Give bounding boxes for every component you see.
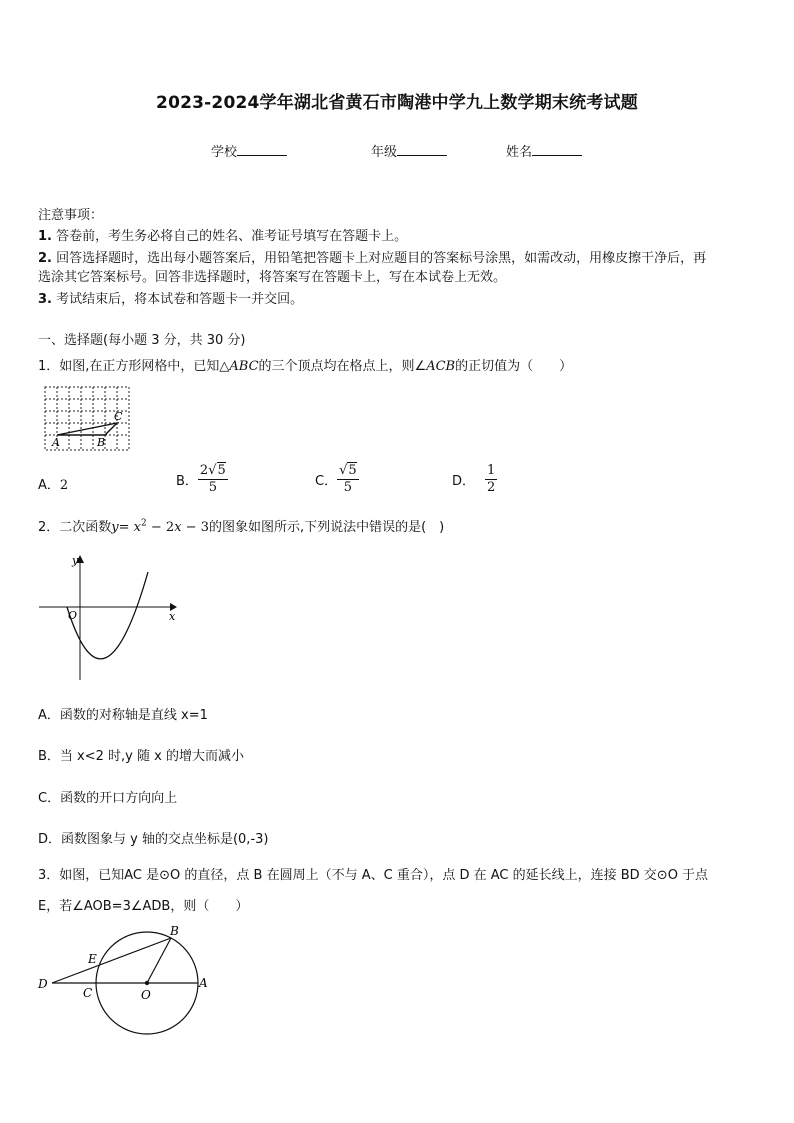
point-a-label: A	[52, 436, 60, 449]
eq-constant: − 3	[181, 520, 209, 535]
eq-equals: =	[118, 520, 134, 535]
coefficient: 2	[199, 463, 209, 478]
q2-option-d[interactable]: D．函数图象与 y 轴的交点坐标是(0,-3)	[38, 832, 269, 847]
grade-label: 年级	[371, 145, 398, 160]
q1-triangle-name: ABC	[229, 359, 259, 374]
grade-blank[interactable]	[397, 143, 447, 156]
notice-item-2	[38, 247, 706, 266]
notice-text: 答卷前，考生务必将自己的姓名、准考证号填写在答题卡上。	[56, 229, 408, 244]
question-1-stem	[38, 355, 572, 374]
name-label: 姓名	[506, 145, 533, 160]
radicand: 5	[348, 463, 357, 478]
exam-title: 2023-2024学年湖北省黄石市陶港中学九上数学期末统考试题	[156, 93, 638, 113]
school-label: 学校	[211, 145, 238, 160]
option-label: B．	[176, 474, 198, 489]
q2-option-a[interactable]: A．函数的对称轴是直线 x=1	[38, 708, 208, 723]
point-e-label: E	[88, 952, 97, 966]
notice-num: 3.	[38, 292, 52, 307]
q2-option-b[interactable]: B．当 x<2 时,y 随 x 的增大而减小	[38, 749, 244, 764]
school-blank[interactable]	[237, 143, 287, 156]
option-label: D．	[452, 474, 476, 489]
notice-text: 回答选择题时，选出每小题答案后，用铅笔把答题卡上对应题目的答案标号涂黑，如需改动，用橡皮擦干净后，再	[56, 251, 707, 266]
q1-suffix: 的正切值为（ ）	[455, 359, 573, 374]
origin-label: O	[68, 609, 78, 622]
notice-item-2-cont	[38, 266, 506, 285]
denominator: 2	[487, 480, 496, 495]
eq-x: x	[133, 520, 142, 535]
notice-num: 1.	[38, 229, 52, 244]
q2-parabola-figure	[36, 550, 181, 682]
denominator: 5	[343, 480, 352, 495]
eq-exponent: 2	[141, 518, 147, 529]
q2-option-c[interactable]: C．函数的开口方向向上	[38, 791, 178, 806]
radicand: 5	[217, 463, 226, 478]
line-db	[52, 938, 171, 983]
notice-text: 考试结束后，将本试卷和答题卡一并交回。	[56, 292, 304, 307]
notice-item-1	[38, 225, 407, 244]
denominator: 5	[208, 480, 217, 495]
section-heading: 一、选择题(每小题 3 分，共 30 分)	[38, 333, 246, 348]
x-axis-label: x	[169, 610, 176, 623]
option-label: A．	[38, 478, 60, 493]
eq-x: x	[174, 520, 182, 535]
notice-heading: 注意事项：	[38, 208, 104, 223]
q1-option-c[interactable]	[315, 463, 359, 496]
numerator: 1	[487, 463, 496, 478]
school-field[interactable]	[211, 141, 287, 160]
fraction-2root5-over-5: $\frac{2√5}{5}$	[199, 463, 226, 495]
question-3-stem-line1: 3．如图，已知AC 是⊙O 的直径，点 B 在圆周上（不与 A、C 重合），点 D 在 AC 的延长线上，连接 BD 交⊙O 于点	[38, 868, 709, 883]
name-blank[interactable]	[532, 143, 582, 156]
eq-term: − 2	[146, 520, 175, 535]
fraction-root5-over-5: $\frac{√5}{5}$	[339, 463, 357, 495]
option-value: 2	[59, 478, 69, 493]
line-ob	[147, 938, 171, 983]
q1-middle: 的三个顶点均在格点上，则∠	[258, 359, 427, 374]
point-d-label: D	[38, 977, 48, 991]
triangle-abc	[57, 423, 117, 435]
q2-suffix: 的图象如图所示,下列说法中错误的是( )	[208, 520, 445, 535]
point-b-label: B	[97, 436, 106, 449]
parabola-curve	[67, 572, 148, 659]
grade-field[interactable]	[371, 141, 447, 160]
q1-prefix: 1．如图,在正方形网格中，已知△	[38, 359, 230, 374]
notice-num: 2.	[38, 251, 52, 266]
q3-circle-figure	[36, 925, 211, 1035]
notice-text: 选涂其它答案标号。回答非选择题时，将答案写在答题卡上，写在本试卷上无效。	[38, 270, 507, 285]
q2-prefix: 2．二次函数	[38, 520, 112, 535]
y-axis-label: y	[72, 554, 79, 567]
eq-y: y	[111, 520, 119, 535]
fraction-1-over-2	[485, 463, 497, 496]
center-dot	[145, 981, 149, 985]
q1-option-d[interactable]	[452, 463, 497, 496]
question-3-stem-line2: E，若∠AOB=3∠ADB，则（ ）	[38, 899, 249, 914]
q1-grid-figure	[40, 382, 135, 454]
notice-item-3	[38, 288, 303, 307]
point-a-label: A	[199, 976, 208, 990]
name-field[interactable]	[506, 141, 582, 160]
question-2-stem	[38, 516, 444, 535]
option-label: C．	[315, 474, 338, 489]
point-c-label: C	[114, 410, 123, 423]
point-b-label: B	[170, 925, 179, 938]
q1-angle-name: ACB	[426, 359, 456, 374]
point-o-label: O	[141, 988, 151, 1002]
q1-option-b[interactable]	[176, 463, 228, 496]
point-c-label: C	[83, 986, 93, 1000]
q1-option-a[interactable]	[38, 474, 68, 493]
